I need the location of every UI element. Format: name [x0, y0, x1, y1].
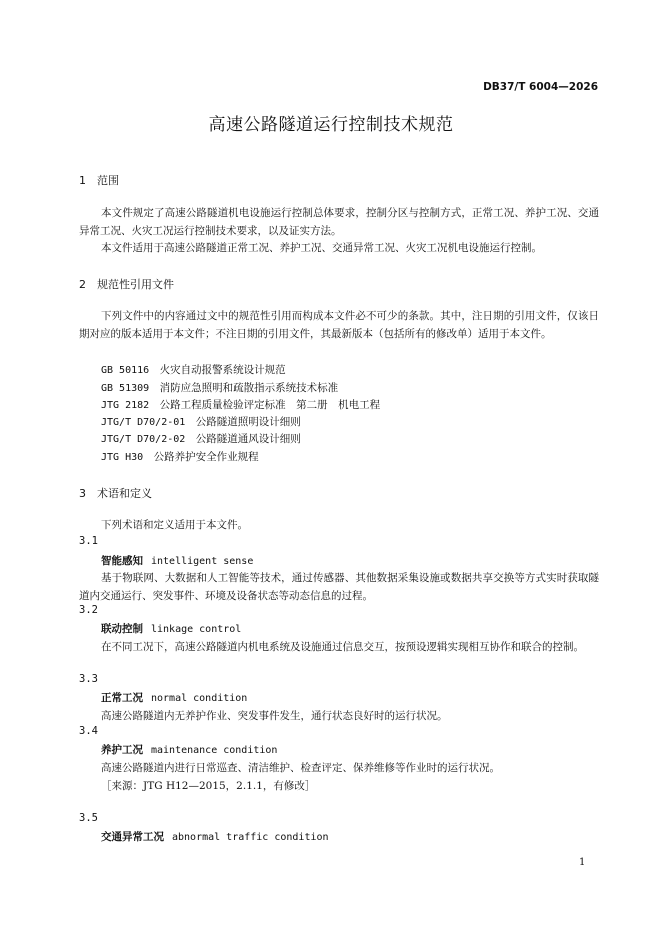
reference-item	[101, 431, 301, 446]
reference-item	[101, 397, 380, 412]
section-title: 术语和定义	[97, 487, 152, 500]
reference-code: GB 50116	[101, 365, 150, 376]
term-name	[101, 829, 329, 844]
reference-title: 公路隧道通风设计细则	[195, 433, 301, 445]
term-definition: 高速公路隧道内进行日常巡查、清洁维护、检查评定、保养维修等作业时的运行状况。	[101, 762, 500, 774]
reference-code: JTG 2182	[101, 400, 150, 411]
reference-title: 火灾自动报警系统设计规范	[159, 364, 286, 376]
section-3-heading	[79, 485, 152, 501]
term-number: 3.1	[79, 535, 98, 547]
term-name	[101, 553, 253, 568]
term-name	[101, 742, 277, 757]
reference-item	[101, 362, 286, 377]
reference-title: 消防应急照明和疏散指示系统技术标准	[159, 382, 339, 394]
term-zh: 正常工况	[101, 692, 143, 704]
term-name	[101, 621, 241, 636]
term-number: 3.2	[79, 604, 98, 616]
section-title: 范围	[97, 174, 119, 187]
references-intro: 下列文件中的内容通过文中的规范性引用而构成本文件必不可少的条款。其中，注日期的引用文件，仅该日期对应的版本适用于本文件；不注日期的引用文件，其最新版本（包括所有的修改单）适用于本文件。	[79, 310, 599, 340]
term-number: 3.4	[79, 725, 98, 737]
section-number: 3	[79, 487, 86, 500]
term-definition: 在不同工况下，高速公路隧道内机电系统及设施通过信息交互，按预设逻辑实现相互协作和联合的控制。	[101, 641, 584, 653]
section-2-heading	[79, 276, 174, 292]
page-number: 1	[579, 857, 586, 868]
reference-code: GB 51309	[101, 383, 150, 394]
standard-code: DB37/T 6004—2026	[483, 81, 598, 93]
term-zh: 养护工况	[101, 744, 143, 756]
term-en: linkage control	[151, 624, 242, 635]
scope-paragraph-1: 本文件规定了高速公路隧道机电设施运行控制总体要求，控制分区与控制方式，正常工况、养护工况、交通异常工况、火灾工况运行控制技术要求，以及证实方法。	[79, 207, 599, 237]
reference-code: JTG/T D70/2-01	[101, 417, 186, 428]
terms-intro: 下列术语和定义适用于本文件。	[101, 519, 248, 531]
reference-item	[101, 380, 338, 395]
section-number: 1	[79, 174, 86, 187]
term-zh: 交通异常工况	[101, 831, 164, 843]
reference-code: JTG/T D70/2-02	[101, 434, 186, 445]
term-number: 3.3	[79, 673, 98, 685]
scope-paragraph-2: 本文件适用于高速公路隧道正常工况、养护工况、交通异常工况、火灾工况机电设施运行控制。	[101, 242, 542, 254]
reference-item	[101, 414, 301, 429]
term-definition: 高速公路隧道内无养护作业、突发事件发生，通行状态良好时的运行状况。	[101, 710, 448, 722]
section-title: 规范性引用文件	[97, 278, 174, 291]
term-en: normal condition	[151, 693, 248, 704]
term-en: intelligent sense	[151, 556, 254, 567]
reference-item	[101, 449, 259, 464]
reference-title: 公路隧道照明设计细则	[195, 416, 301, 428]
term-zh: 联动控制	[101, 623, 143, 635]
term-number: 3.5	[79, 812, 98, 824]
document-title: 高速公路隧道运行控制技术规范	[208, 115, 454, 135]
term-definition: 基于物联网、大数据和人工智能等技术，通过传感器、其他数据采集设施或数据共享交换等方式实时获取隧道内交通运行、突发事件、环境及设备状态等动态信息的过程。	[79, 572, 599, 602]
term-en: maintenance condition	[151, 745, 278, 756]
term-en: abnormal traffic condition	[172, 832, 329, 843]
term-name	[101, 690, 247, 705]
reference-code: JTG H30	[101, 452, 144, 463]
term-source: ［来源：JTG H12—2015，2.1.1，有修改］	[101, 780, 316, 792]
term-zh: 智能感知	[101, 555, 143, 567]
section-1-heading	[79, 172, 119, 188]
reference-title: 公路养护安全作业规程	[153, 451, 259, 463]
section-number: 2	[79, 278, 86, 291]
reference-title: 公路工程质量检验评定标准 第二册 机电工程	[159, 399, 381, 411]
